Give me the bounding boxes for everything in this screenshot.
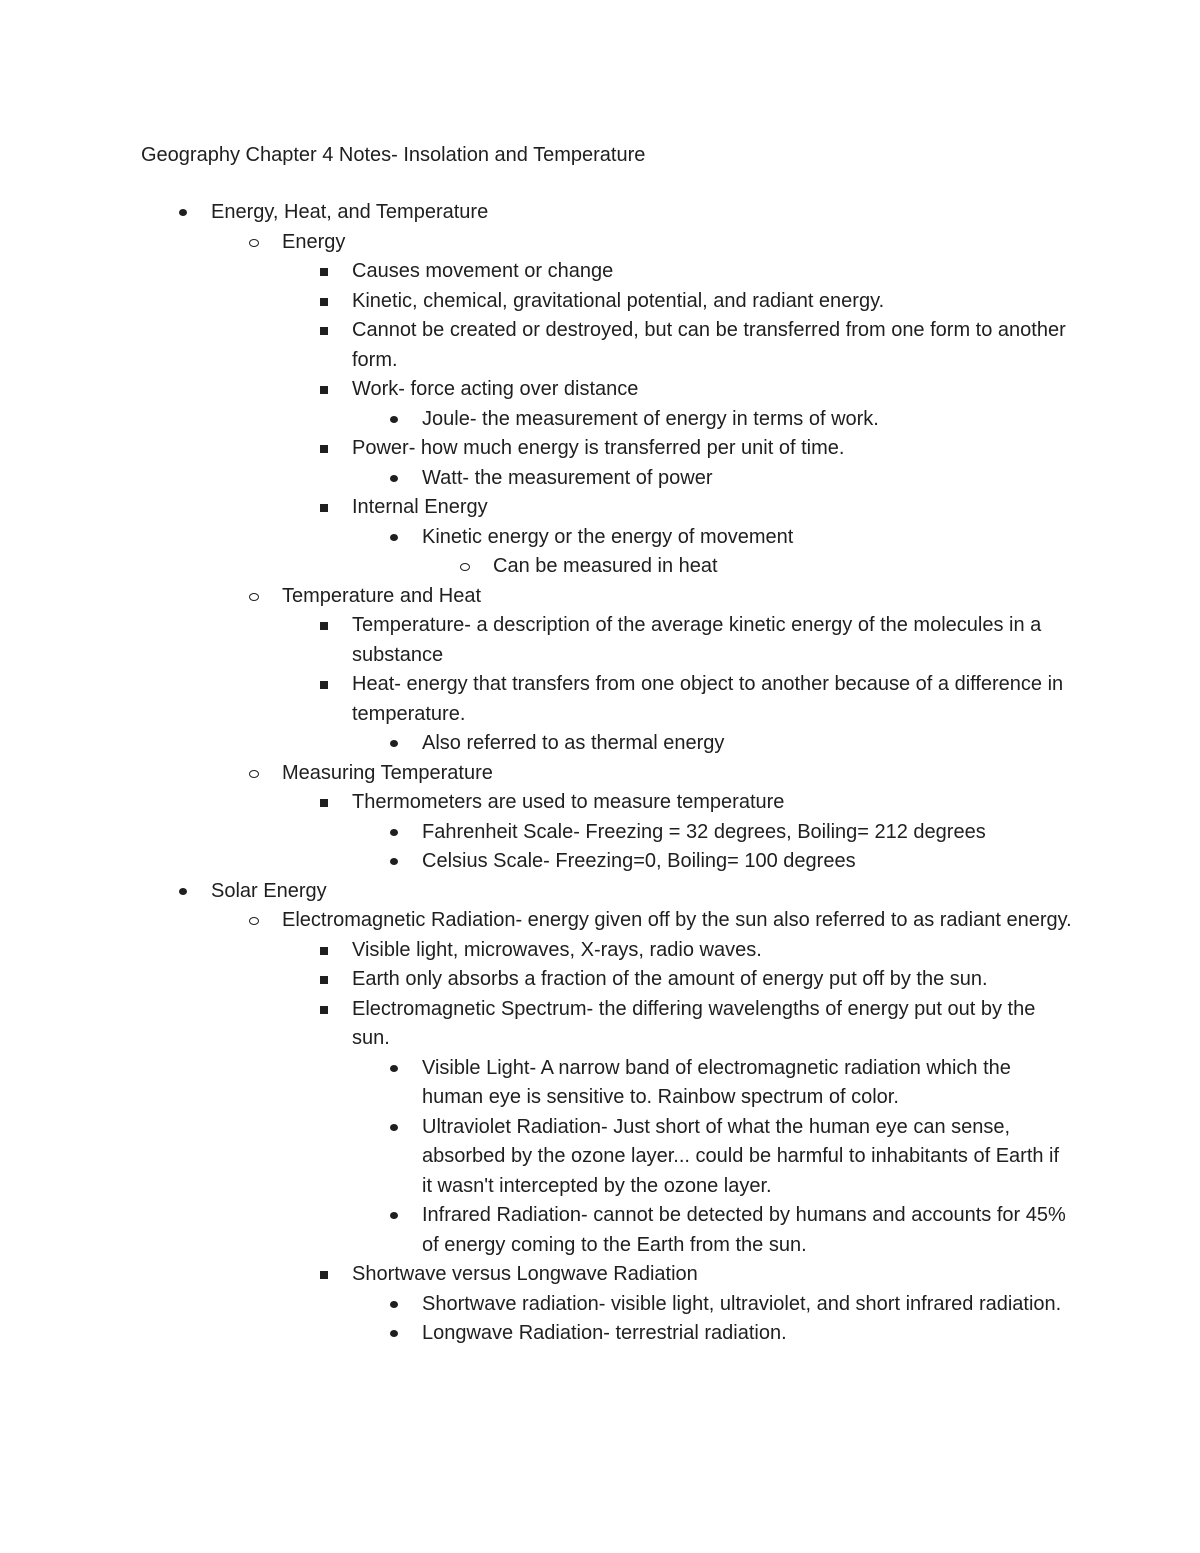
outline-item	[422, 818, 1072, 848]
outline-item	[422, 464, 1072, 494]
disc-bullet-icon	[386, 1319, 406, 1349]
disc-bullet-icon	[386, 729, 406, 759]
square-bullet-icon	[316, 316, 336, 346]
outline-item-text: Temperature- a description of the average kinetic energy of the molecules in a substance	[352, 614, 1042, 666]
outline-item	[282, 906, 1072, 936]
outline-item-text: Measuring Temperature	[282, 761, 493, 784]
outline-item	[352, 670, 1072, 729]
outline-item-text: Fahrenheit Scale- Freezing = 32 degrees, Boiling= 212 degrees	[422, 820, 986, 843]
square-bullet-icon	[316, 434, 336, 464]
document-title: Geography Chapter 4 Notes- Insolation and Temperature	[141, 144, 646, 166]
outline-item-text: Can be measured in heat	[493, 555, 718, 577]
square-bullet-icon	[316, 257, 336, 287]
outline-item-text: Watt- the measurement of power	[422, 466, 713, 489]
circle-bullet-icon	[457, 552, 477, 582]
disc-bullet-icon	[386, 847, 406, 877]
outline-item-text: Internal Energy	[352, 496, 488, 518]
outline-item-text: Visible Light- A narrow band of electromagnetic radiation which the human eye is sensitive to. Rainbow spectrum of color.	[422, 1056, 1011, 1108]
outline-item-text: Energy	[282, 230, 346, 253]
outline-item-text: Visible light, microwaves, X-rays, radio waves.	[352, 938, 762, 961]
outline-item-text: Infrared Radiation- cannot be detected by humans and accounts for 45% of energy coming to the Earth from the sun.	[422, 1204, 1066, 1256]
outline-item-text: Ultraviolet Radiation- Just short of what the human eye can sense, absorbed by the ozone layer... could be harmful to inhabitants of Earth if it wasn't intercepted by the ozone layer.	[422, 1115, 1060, 1197]
outline-item	[352, 965, 1072, 995]
outline-item	[352, 287, 1072, 317]
disc-bullet-icon	[386, 1290, 406, 1320]
square-bullet-icon	[316, 1260, 336, 1290]
disc-bullet-icon	[175, 198, 195, 228]
outline-item-text: Joule- the measurement of energy in terms of work.	[422, 407, 879, 430]
outline-item	[422, 847, 1072, 877]
outline-item-text: Also referred to as thermal energy	[422, 732, 725, 754]
outline-item	[493, 552, 1073, 582]
disc-bullet-icon	[386, 818, 406, 848]
disc-bullet-icon	[386, 1113, 406, 1143]
outline-item	[422, 523, 1072, 553]
outline-item-text: Solar Energy	[211, 879, 327, 902]
disc-bullet-icon	[386, 405, 406, 435]
square-bullet-icon	[316, 493, 336, 523]
disc-bullet-icon	[386, 464, 406, 494]
disc-bullet-icon	[175, 877, 195, 907]
outline-item-text: Kinetic energy or the energy of movement	[422, 525, 794, 548]
outline-item	[422, 405, 1072, 435]
outline-item	[352, 995, 1072, 1054]
outline-item	[352, 434, 1072, 464]
outline-item-text: Electromagnetic Spectrum- the differing wavelengths of energy put out by the sun.	[352, 997, 1036, 1049]
outline-item	[282, 582, 1072, 612]
outline-item-text: Earth only absorbs a fraction of the amount of energy put off by the sun.	[352, 968, 988, 990]
outline-item-text: Cannot be created or destroyed, but can be transferred from one form to another form.	[352, 319, 1066, 371]
square-bullet-icon	[316, 995, 336, 1025]
circle-bullet-icon	[246, 906, 266, 936]
outline-item-text: Longwave Radiation- terrestrial radiation.	[422, 1322, 787, 1344]
outline-item	[352, 1260, 1072, 1290]
outline-item	[282, 228, 1072, 258]
square-bullet-icon	[316, 611, 336, 641]
outline-item-text: Shortwave radiation- visible light, ultraviolet, and short infrared radiation.	[422, 1292, 1062, 1315]
outline-item	[352, 257, 1072, 287]
outline-item	[352, 316, 1072, 375]
outline-item	[211, 198, 1071, 228]
square-bullet-icon	[316, 287, 336, 317]
outline-item-text: Kinetic, chemical, gravitational potential, and radiant energy.	[352, 289, 885, 312]
outline-item-text: Power- how much energy is transferred per unit of time.	[352, 437, 845, 459]
disc-bullet-icon	[386, 523, 406, 553]
outline-item	[422, 729, 1072, 759]
notes-outline	[0, 198, 1200, 1349]
square-bullet-icon	[316, 936, 336, 966]
outline-item	[422, 1113, 1072, 1202]
outline-item	[282, 759, 1072, 789]
outline-item-text: Shortwave versus Longwave Radiation	[352, 1263, 698, 1285]
outline-item	[422, 1290, 1072, 1320]
circle-bullet-icon	[246, 582, 266, 612]
outline-item-text: Energy, Heat, and Temperature	[211, 201, 489, 223]
circle-bullet-icon	[246, 228, 266, 258]
square-bullet-icon	[316, 375, 336, 405]
outline-item-text: Celsius Scale- Freezing=0, Boiling= 100 degrees	[422, 850, 856, 872]
outline-item-text: Work- force acting over distance	[352, 378, 639, 400]
outline-item-text: Thermometers are used to measure temperature	[352, 791, 785, 813]
outline-item	[422, 1319, 1072, 1349]
outline-item-text: Temperature and Heat	[282, 584, 482, 607]
outline-item-text: Electromagnetic Radiation- energy given off by the sun also referred to as radiant energy.	[282, 909, 1072, 931]
disc-bullet-icon	[386, 1054, 406, 1084]
outline-item	[211, 877, 1071, 907]
square-bullet-icon	[316, 670, 336, 700]
outline-item	[422, 1054, 1072, 1113]
outline-item-text: Causes movement or change	[352, 260, 614, 282]
square-bullet-icon	[316, 965, 336, 995]
outline-item	[422, 1201, 1072, 1260]
outline-item-text: Heat- energy that transfers from one object to another because of a difference in temperature.	[352, 673, 1064, 725]
circle-bullet-icon	[246, 759, 266, 789]
outline-item	[352, 936, 1072, 966]
square-bullet-icon	[316, 788, 336, 818]
outline-item	[352, 493, 1072, 523]
outline-item	[352, 611, 1072, 670]
outline-item	[352, 375, 1072, 405]
disc-bullet-icon	[386, 1201, 406, 1231]
outline-item	[352, 788, 1072, 818]
